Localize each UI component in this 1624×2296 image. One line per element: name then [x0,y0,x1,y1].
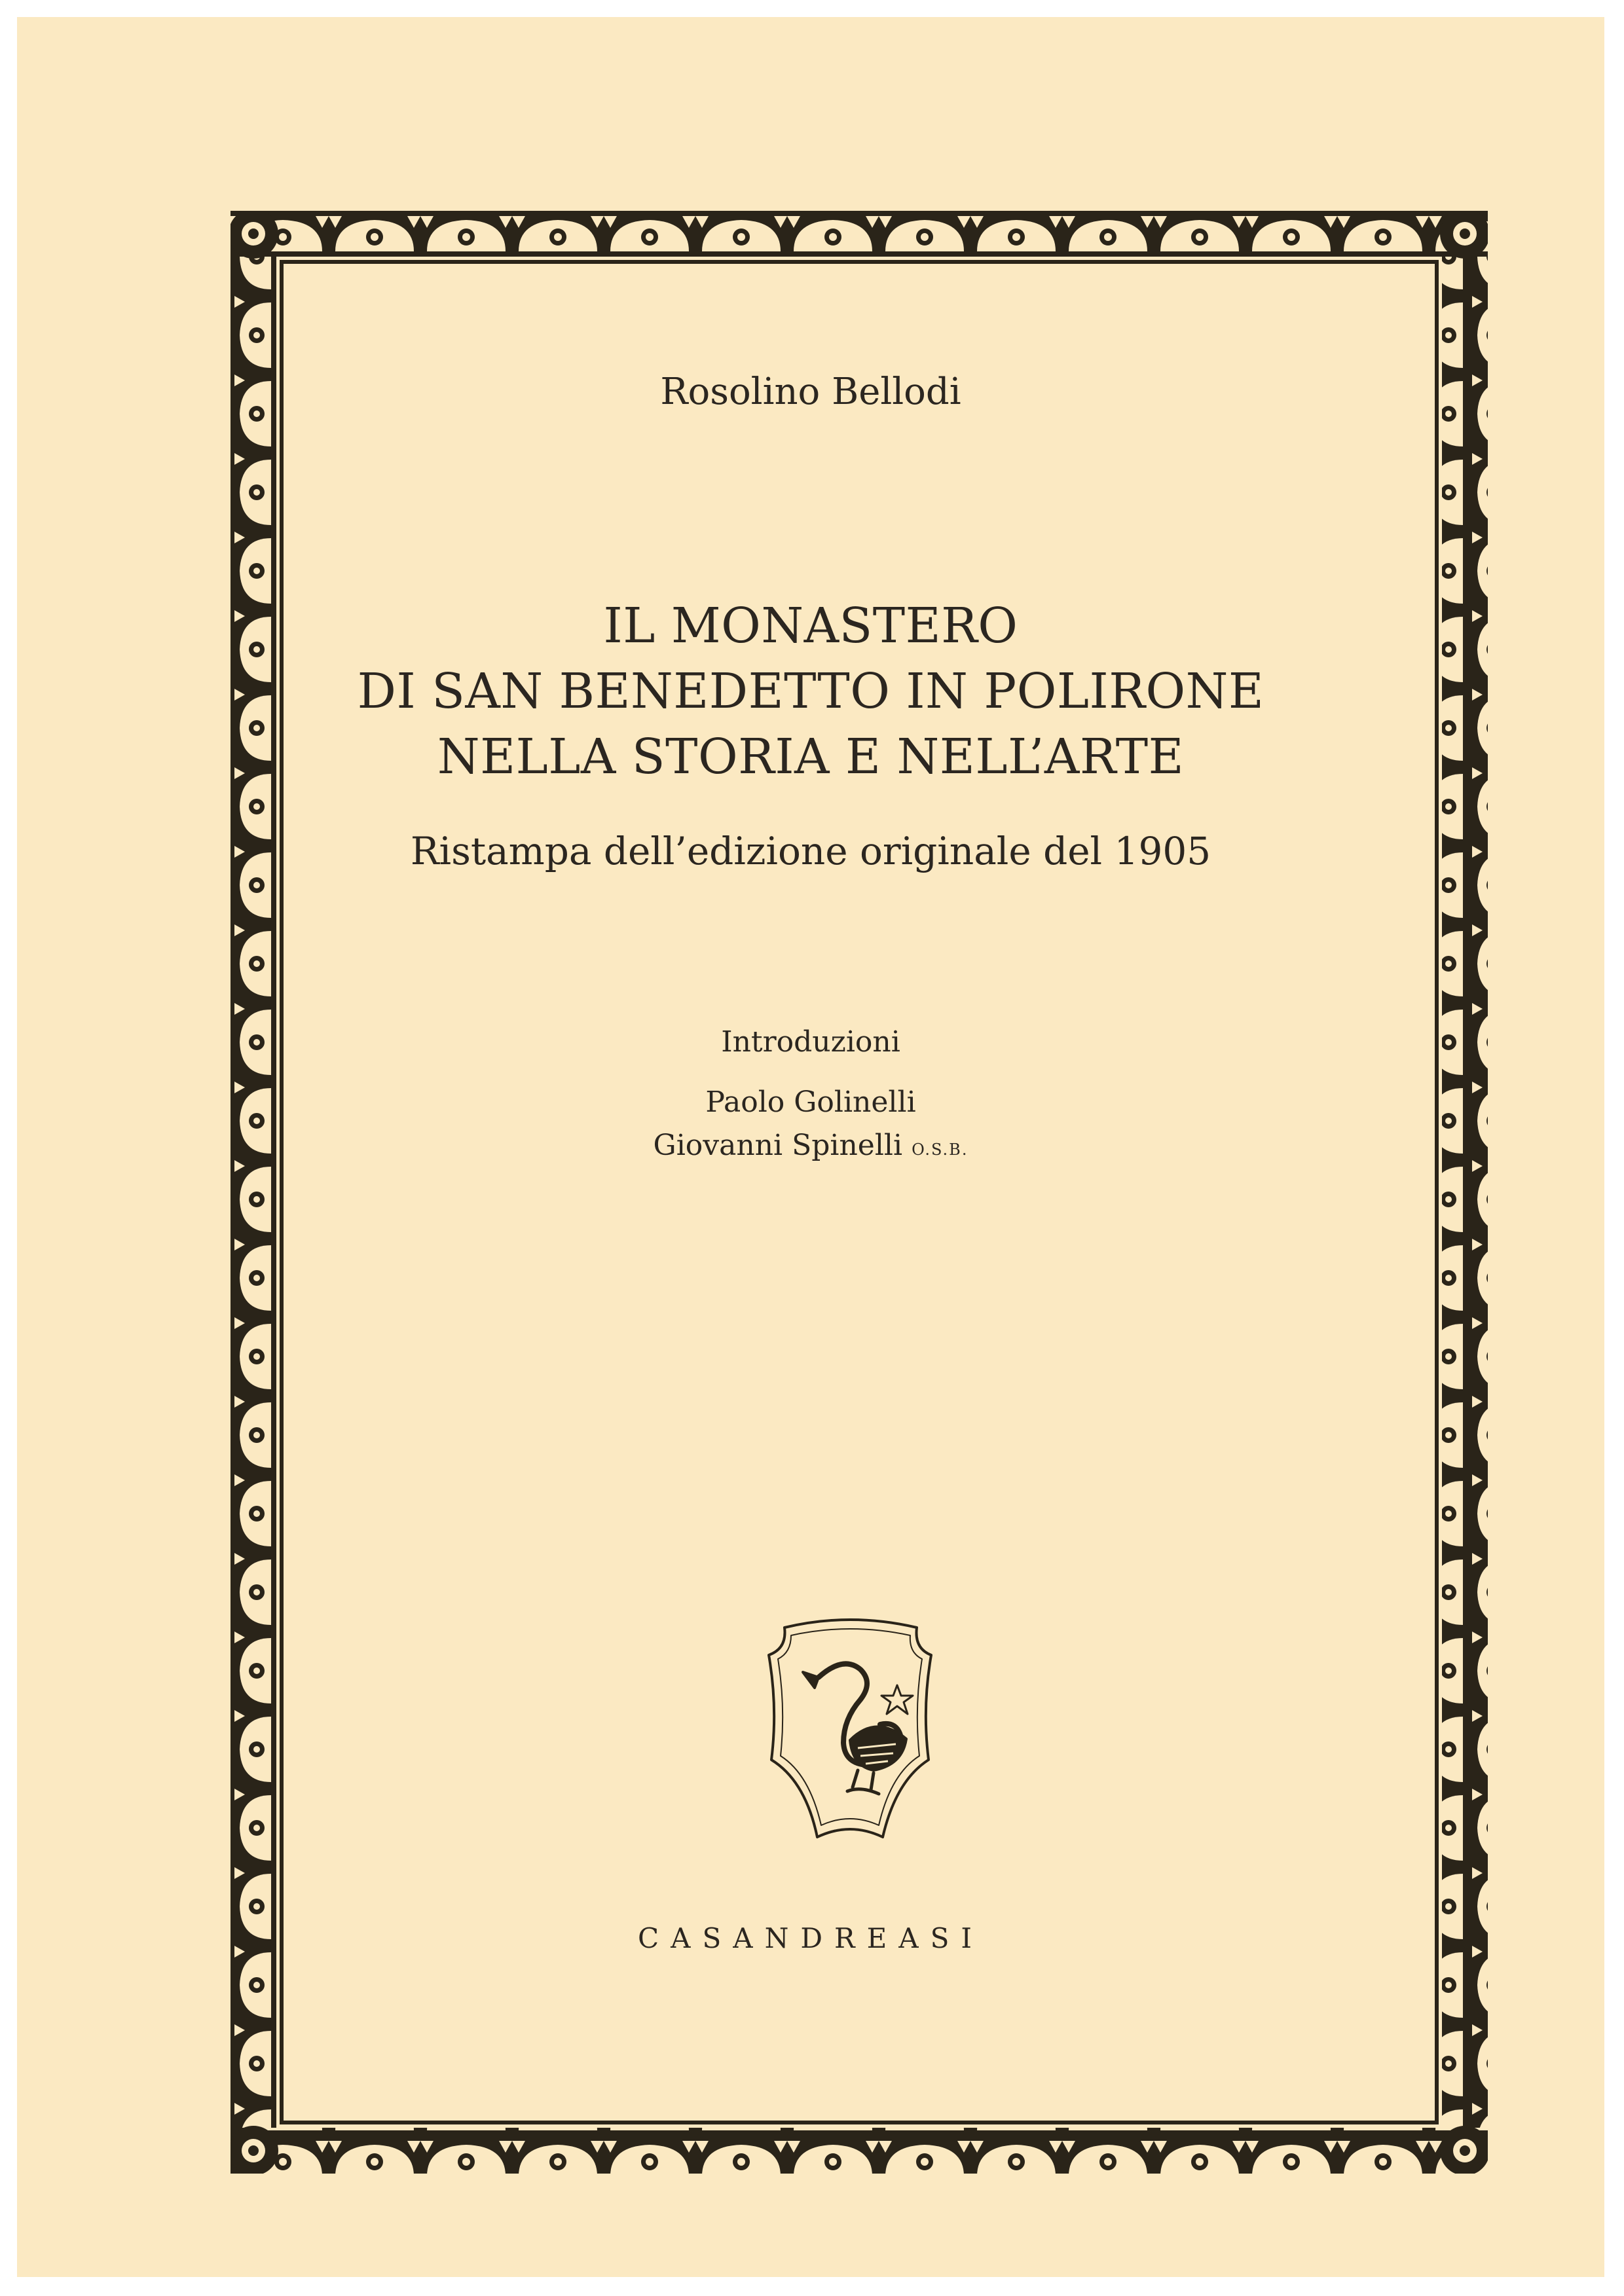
book-subtitle: Ristampa dell’edizione originale del 1905 [410,829,1211,873]
ornamental-border-icon [231,211,1488,2174]
book-cover [17,17,1604,2277]
order-suffix: O.S.B. [912,1140,969,1159]
editor-name: Giovanni Spinelli O.S.B. [653,1129,969,1162]
title-line-2: DI SAN BENEDETTO IN POLIRONE [357,663,1264,720]
publisher-name: CASANDREASI [638,1922,984,1954]
swan-coat-of-arms-icon [745,1609,955,1845]
editors-list [17,1081,1604,1171]
book-title [17,593,1604,790]
editor-name: Paolo Golinelli [705,1085,916,1119]
introductions-label: Introduzioni [721,1025,900,1059]
title-line-1: IL MONASTERO [603,598,1018,654]
title-line-3: NELLA STORIA E NELL’ARTE [437,729,1185,785]
author-name: Rosolino Bellodi [660,371,961,413]
